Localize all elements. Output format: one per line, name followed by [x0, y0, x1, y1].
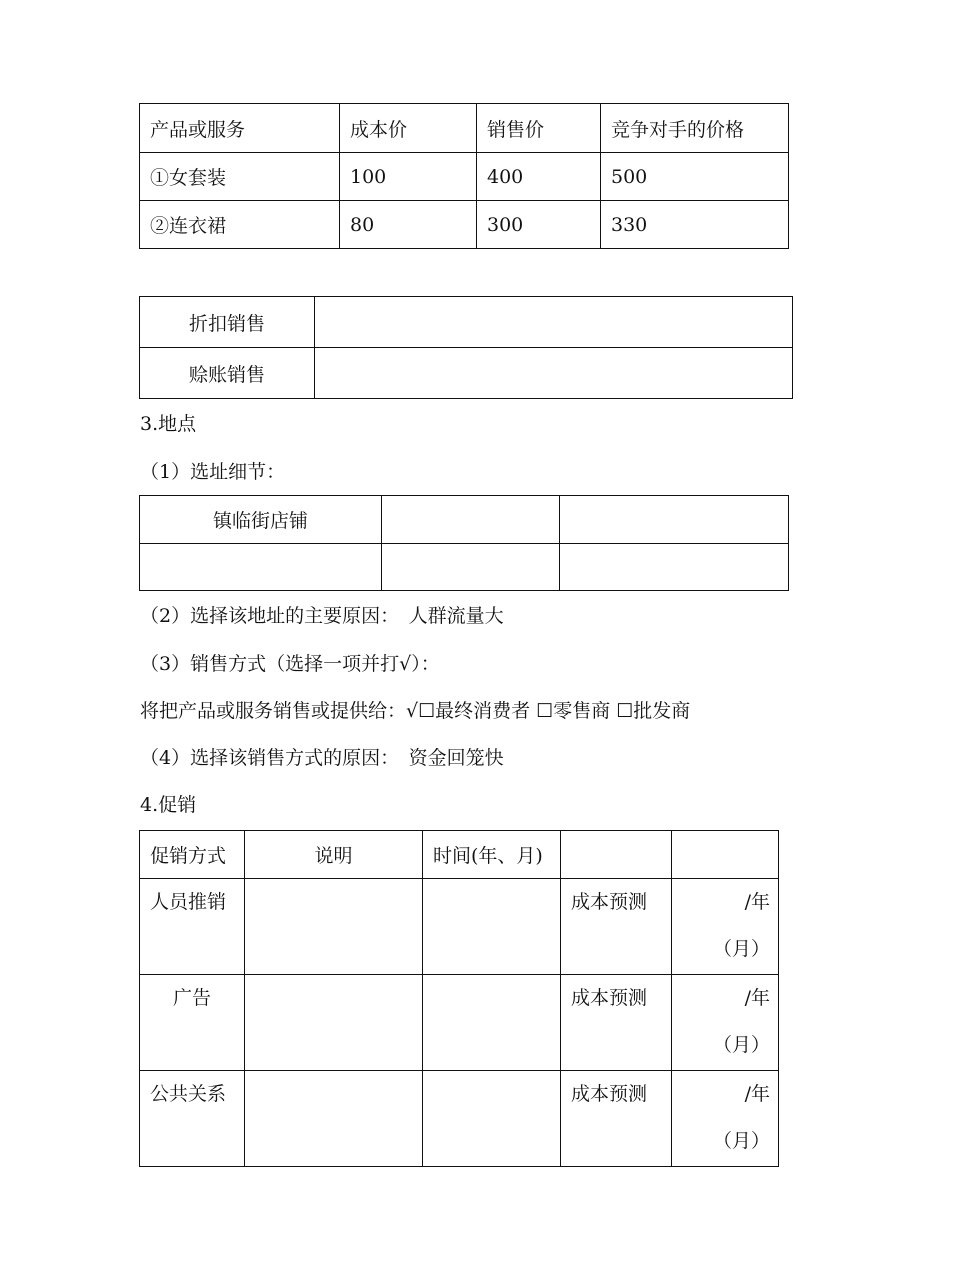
- unit-year: /年: [744, 987, 770, 1009]
- table-header: 时间(年、月): [423, 831, 561, 879]
- table-row: [140, 544, 789, 591]
- site-details-label: （1）选址细节：: [140, 461, 286, 483]
- table-row: [140, 879, 779, 975]
- table-cell: [560, 496, 789, 544]
- unit-year: /年: [744, 891, 770, 913]
- table-cell: ②连衣裙: [140, 201, 340, 249]
- table-header: 促销方式: [140, 831, 245, 879]
- table-cell: [423, 1071, 561, 1167]
- table-row: [140, 297, 793, 348]
- cost-forecast-label: 成本预测: [561, 1071, 672, 1167]
- supply-target-line: 将把产品或服务销售或提供给：√☐最终消费者 ☐零售商 ☐批发商: [140, 700, 691, 722]
- cost-forecast-label: 成本预测: [561, 879, 672, 975]
- table-cell: ①女套装: [140, 153, 340, 201]
- table-header: 说明: [245, 831, 423, 879]
- unit-month: （月）: [712, 1034, 770, 1056]
- table-row: [140, 348, 793, 399]
- table-header: 成本价: [340, 104, 477, 153]
- site-table: [139, 495, 789, 591]
- section-3-title: 3.地点: [140, 413, 197, 435]
- cost-unit: [672, 1071, 779, 1167]
- table-cell: [315, 348, 793, 399]
- table-cell: [423, 879, 561, 975]
- sales-table: [139, 296, 793, 399]
- table-cell: 赊账销售: [140, 348, 315, 399]
- table-cell: 300: [477, 201, 601, 249]
- table-cell: [245, 879, 423, 975]
- address-reason: （2）选择该地址的主要原因： 人群流量大: [140, 605, 504, 627]
- table-cell: [245, 1071, 423, 1167]
- price-table: [139, 103, 789, 249]
- table-cell: [245, 975, 423, 1071]
- table-cell: [560, 544, 789, 591]
- table-cell: 100: [340, 153, 477, 201]
- promotion-method: 广告: [140, 975, 245, 1071]
- table-cell: [382, 544, 560, 591]
- unit-month: （月）: [712, 1130, 770, 1152]
- table-header: 销售价: [477, 104, 601, 153]
- cost-unit: [672, 879, 779, 975]
- table-cell: [423, 975, 561, 1071]
- table-header: 产品或服务: [140, 104, 340, 153]
- table-header: [561, 831, 672, 879]
- table-cell: 400: [477, 153, 601, 201]
- table-cell: 折扣销售: [140, 297, 315, 348]
- table-cell: 330: [601, 201, 789, 249]
- table-cell: 80: [340, 201, 477, 249]
- section-4-title: 4.促销: [140, 794, 197, 816]
- table-cell: [382, 496, 560, 544]
- table-cell: [315, 297, 793, 348]
- table-row: [140, 496, 789, 544]
- promotion-method: 公共关系: [140, 1071, 245, 1167]
- promotion-table: [139, 830, 779, 1167]
- unit-year: /年: [744, 1083, 770, 1105]
- table-header: [672, 831, 779, 879]
- promotion-method: 人员推销: [140, 879, 245, 975]
- table-cell: [140, 544, 382, 591]
- sales-method-reason: （4）选择该销售方式的原因： 资金回笼快: [140, 747, 504, 769]
- sales-method-label: （3）销售方式（选择一项并打√）：: [140, 653, 440, 675]
- table-row: [140, 975, 779, 1071]
- table-row: [140, 153, 789, 201]
- table-cell: 镇临街店铺: [140, 496, 382, 544]
- cost-forecast-label: 成本预测: [561, 975, 672, 1071]
- table-row: [140, 1071, 779, 1167]
- table-header: 竞争对手的价格: [601, 104, 789, 153]
- table-row: [140, 201, 789, 249]
- unit-month: （月）: [712, 938, 770, 960]
- cost-unit: [672, 975, 779, 1071]
- table-cell: 500: [601, 153, 789, 201]
